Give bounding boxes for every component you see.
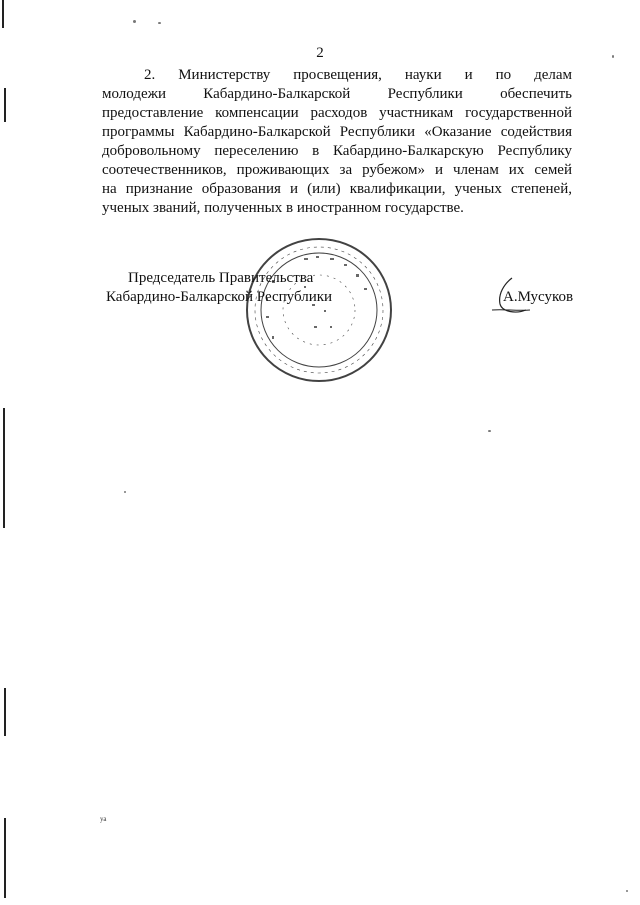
signatory-title: Председатель Правительства [128,270,314,286]
scan-speck [124,491,126,493]
scan-edge-mark [4,818,6,898]
paragraph-line: программы Кабардино-Балкарской Республики «Оказание содействия [102,124,572,140]
paragraph-line: ученых званий, полученных в иностранном государстве. [102,200,464,216]
paragraph-line: соотечественников, проживающих за рубежом» и членам их семей [102,162,572,178]
paragraph-line: на признание образования и (или) квалификации, ученых степеней, [102,181,572,197]
body-paragraph [102,66,572,218]
scan-speck [133,20,136,23]
paragraph-line: 2. Министерству просвещения, науки и по делам [144,67,572,83]
paragraph-line: добровольному переселению в Кабардино-Балкарскую Республику [102,143,572,159]
scan-edge-mark [3,408,5,528]
scan-edge-mark [4,88,6,122]
scan-speck [488,430,491,432]
paragraph-line: молодежи Кабардино-Балкарской Республики обеспечить [102,86,572,102]
signatory-organization: Кабардино-Балкарской Республики [106,289,333,305]
official-seal [244,236,394,384]
page-number: 2 [316,45,324,61]
signatory-name: А.Мусуков [503,289,574,305]
scan-speck [158,22,161,24]
scan-edge-mark [4,688,6,736]
scan-edge-mark [2,0,4,28]
scan-speck [626,890,628,892]
paragraph-line: предоставление компенсации расходов участникам государственной [102,105,572,121]
footer-initials: уа [100,815,107,823]
